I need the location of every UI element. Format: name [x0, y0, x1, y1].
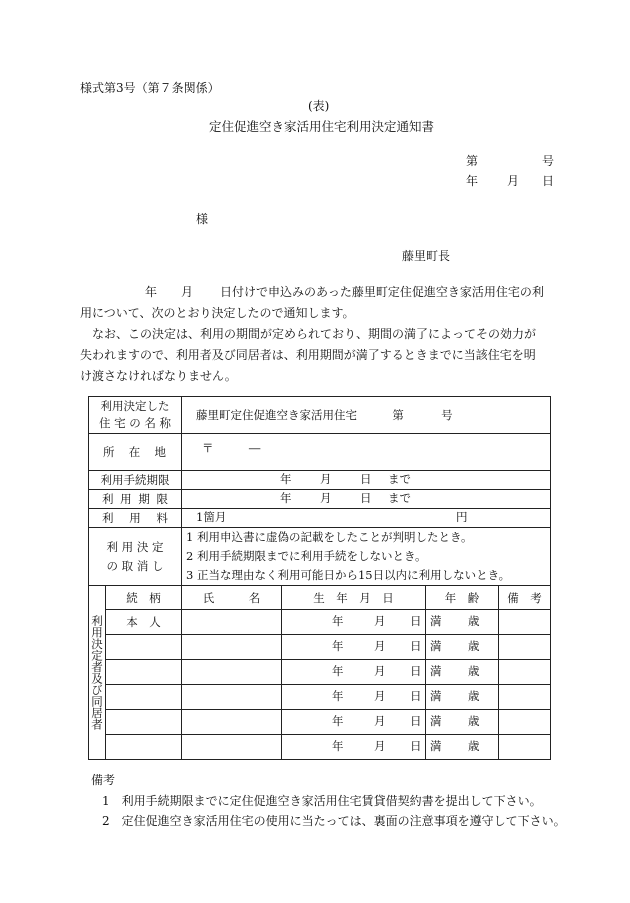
period-label-cell [89, 490, 182, 509]
procedure-value-cell [182, 471, 551, 490]
occupant-birth-day: 日 [410, 639, 422, 653]
occupants-side-label: 利用決定者及び同居者 [89, 586, 106, 760]
house-name-go: 号 [441, 408, 453, 422]
occupant-birth-day: 日 [410, 664, 422, 678]
addressee-sama: 様 [196, 212, 209, 226]
occupant-age-man: 満 [430, 739, 442, 753]
date-day: 日 [542, 174, 555, 188]
para2-line1: なお、この決定は、利用の期間が定められており、期間の満了によってその効力が [92, 327, 537, 341]
occupant-age-man: 満 [430, 614, 442, 628]
occupant-birth-year: 年 [332, 614, 344, 628]
procedure-day: 日 [360, 472, 372, 486]
occupant-row [89, 660, 551, 685]
occupant-birth-year: 年 [332, 739, 344, 753]
occupant-birth-month: 月 [374, 739, 386, 753]
location-label-c2: 在 [128, 445, 142, 459]
occupant-birth [282, 635, 426, 660]
procedure-month: 月 [320, 472, 332, 486]
cancel-item: 2 利用手続期限までに利用手続をしないとき。 [186, 549, 427, 563]
fee-label [93, 510, 177, 526]
cancel-label-line1: 利 用 決 定 [106, 539, 164, 554]
period-label-c1: 利 [102, 492, 114, 506]
occupant-age-sai: 歳 [468, 614, 480, 628]
para1-rest: 日付けで申込みのあった藤里町定住促進空き家活用住宅の利 [220, 285, 544, 299]
procedure-year: 年 [280, 472, 292, 486]
col-remarks: 備 考 [499, 586, 551, 610]
occupant-remarks [499, 685, 551, 710]
period-label-c3: 期 [138, 492, 150, 506]
house-name-label-line1: 利用決定した [100, 399, 170, 413]
occupant-remarks [499, 735, 551, 760]
period-year: 年 [280, 491, 292, 505]
number-go: 号 [542, 154, 555, 168]
occupant-relation: 本 人 [106, 610, 182, 635]
date-year: 年 [466, 174, 479, 188]
occupant-age-sai: 歳 [468, 714, 480, 728]
para2-line2: 失われますので、利用者及び同居者は、利用期間が満了するときまでに当該住宅を明 [80, 348, 536, 362]
house-name-value-cell [182, 397, 551, 434]
period-label [93, 491, 177, 507]
occupants-header-row [89, 586, 551, 610]
location-label-c3: 地 [154, 445, 167, 459]
occupant-row [89, 710, 551, 735]
house-name-label [89, 397, 182, 434]
row-procedure-deadline [89, 471, 551, 490]
occupant-birth-day: 日 [410, 739, 422, 753]
para1-year: 年 [145, 285, 158, 299]
col-birth: 生 年 月 日 [282, 586, 426, 610]
location-label-c1: 所 [103, 445, 116, 459]
occupant-relation [106, 660, 182, 685]
cancel-item: 3 正当な理由なく利用可能日から15日以内に利用しないとき。 [186, 568, 511, 582]
occupant-relation [106, 710, 182, 735]
occupant-remarks [499, 610, 551, 635]
occupant-age [426, 710, 499, 735]
occupant-birth-year: 年 [332, 689, 344, 703]
occupant-remarks [499, 710, 551, 735]
occupant-row [89, 685, 551, 710]
period-label-c2: 用 [120, 492, 132, 506]
occupant-birth [282, 710, 426, 735]
col-relation: 続 柄 [106, 586, 182, 610]
occupant-age [426, 685, 499, 710]
occupant-birth-month: 月 [374, 689, 386, 703]
number-dai: 第 [466, 154, 479, 168]
cancel-items [182, 528, 551, 586]
para1-line2: 用について、次のとおり決定したので通知します。 [80, 306, 355, 320]
occupant-row [89, 610, 551, 635]
para1-month: 月 [181, 285, 194, 299]
occupant-relation [106, 635, 182, 660]
fee-value: 1箇月 [196, 510, 227, 524]
occupant-birth-year: 年 [332, 664, 344, 678]
fee-label-c2: 用 [129, 511, 141, 525]
occupant-birth-month: 月 [374, 664, 386, 678]
form-number: 様式第3号（第７条関係） [80, 81, 220, 95]
occupant-birth-day: 日 [410, 714, 422, 728]
occupant-age [426, 635, 499, 660]
house-name-label-line2: 住 宅 の 名 称 [98, 416, 172, 430]
fee-label-c3: 料 [156, 511, 168, 525]
procedure-until: まで [388, 472, 411, 486]
page-title: 定住促進空き家活用住宅利用決定通知書 [209, 119, 435, 134]
occupant-age-man: 満 [430, 714, 442, 728]
house-name-value: 藤里町定住促進空き家活用住宅 [196, 408, 357, 422]
occupant-birth [282, 660, 426, 685]
location-dash: ― [248, 441, 261, 455]
col-name: 氏 名 [182, 586, 282, 610]
occupant-row [89, 735, 551, 760]
occupant-age-sai: 歳 [468, 639, 480, 653]
occupant-relation [106, 685, 182, 710]
procedure-label: 利用手続期限 [89, 471, 182, 490]
cancel-item: 1 利用申込書に虚偽の記載をしたことが判明したとき。 [186, 530, 473, 544]
fee-value-cell [182, 509, 551, 528]
occupant-name [182, 660, 282, 685]
row-fee [89, 509, 551, 528]
period-until: まで [388, 491, 411, 505]
notes-heading: 備考 [91, 773, 116, 787]
occupant-birth-month: 月 [374, 714, 386, 728]
occupant-relation [106, 735, 182, 760]
period-value-cell [182, 490, 551, 509]
issuer-name: 藤里町長 [402, 249, 451, 263]
occupant-age-sai: 歳 [468, 739, 480, 753]
date-month: 月 [507, 174, 520, 188]
occupant-name [182, 610, 282, 635]
occupant-birth-day: 日 [410, 614, 422, 628]
location-postal: 〒 [202, 441, 214, 455]
location-label [93, 444, 177, 460]
occupant-name [182, 735, 282, 760]
occupant-age-sai: 歳 [468, 664, 480, 678]
occupant-age-man: 満 [430, 689, 442, 703]
decision-table [88, 396, 551, 760]
occupant-birth-month: 月 [374, 639, 386, 653]
occupant-birth-day: 日 [410, 689, 422, 703]
occupant-remarks [499, 635, 551, 660]
occupant-age-sai: 歳 [468, 689, 480, 703]
house-name-dai: 第 [392, 408, 404, 422]
occupant-age [426, 610, 499, 635]
cancel-label [89, 528, 182, 586]
row-cancellation [89, 528, 551, 586]
occupant-birth [282, 610, 426, 635]
location-value-cell [182, 434, 551, 471]
occupant-name [182, 685, 282, 710]
location-label-cell [89, 434, 182, 471]
occupant-birth [282, 685, 426, 710]
occupant-age [426, 735, 499, 760]
occupant-age-man: 満 [430, 664, 442, 678]
occupant-name [182, 635, 282, 660]
col-age: 年 齢 [426, 586, 499, 610]
fee-label-cell [89, 509, 182, 528]
side-label: (表) [308, 99, 330, 113]
occupant-row [89, 635, 551, 660]
row-location [89, 434, 551, 471]
note-item: 2 定住促進空き家活用住宅の使用に当たっては、裏面の注意事項を遵守して下さい。 [102, 814, 566, 828]
fee-unit: 円 [456, 510, 468, 524]
row-house-name [89, 397, 551, 434]
note-item: 1 利用手続期限までに定住促進空き家活用住宅賃貸借契約書を提出して下さい。 [102, 794, 542, 808]
occupant-birth-year: 年 [332, 639, 344, 653]
occupant-age-man: 満 [430, 639, 442, 653]
fee-label-c1: 利 [102, 511, 114, 525]
occupant-birth-month: 月 [374, 614, 386, 628]
occupant-birth [282, 735, 426, 760]
period-day: 日 [360, 491, 372, 505]
period-label-c4: 限 [156, 492, 168, 506]
period-month: 月 [320, 491, 332, 505]
occupant-age [426, 660, 499, 685]
cancel-label-line2: の 取 消 し [106, 558, 164, 573]
occupant-name [182, 710, 282, 735]
row-usage-period [89, 490, 551, 509]
occupant-birth-year: 年 [332, 714, 344, 728]
para2-line3: け渡さなければなりません。 [80, 369, 237, 383]
occupant-remarks [499, 660, 551, 685]
